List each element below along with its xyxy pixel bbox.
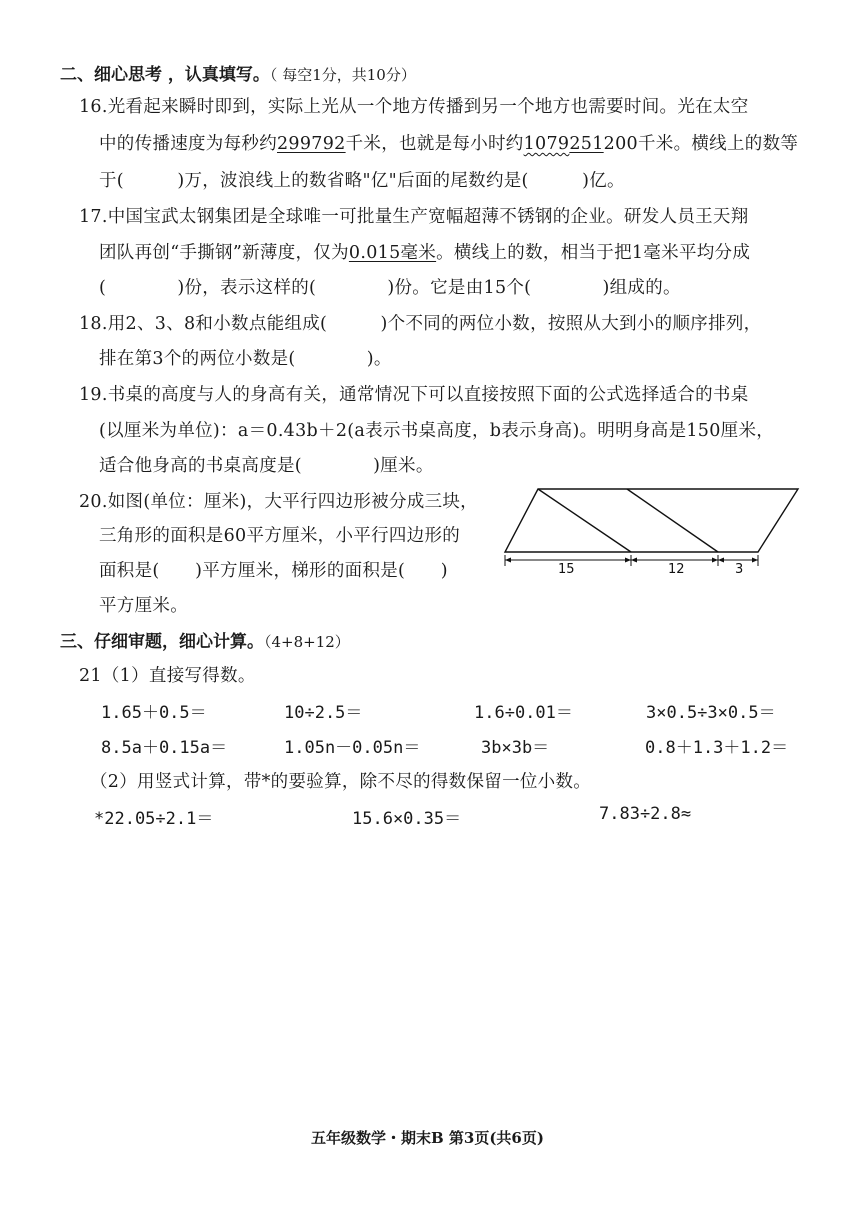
q19-line-3: 适合他身高的书桌高度是( )厘米。 — [99, 456, 434, 476]
q17-line-3: ( )份，表示这样的( )份。它是由15个( )组成的。 — [99, 278, 681, 298]
divider-line-2 — [627, 489, 718, 552]
arrow-head — [718, 558, 724, 563]
q20-parallelogram-figure — [500, 484, 805, 576]
calc-item: 15.6×0.35＝ — [352, 809, 462, 829]
q20-line-3: 面积是( )平方厘米，梯形的面积是( ) — [99, 561, 448, 581]
q16-wavy-number: 1079 — [523, 134, 570, 154]
large-parallelogram-outline — [505, 489, 798, 552]
q17-text-a: 团队再创“手撕钢”新薄度，仅为 — [99, 243, 349, 263]
q16-underlined-number: 299792 — [277, 134, 346, 154]
arrow-head — [752, 558, 758, 563]
calc-item: 0.8＋1.3＋1.2＝ — [645, 738, 789, 758]
dimension-label-15: 15 — [558, 562, 575, 576]
calc-item: 8.5a＋0.15a＝ — [101, 738, 228, 758]
arrow-head — [631, 558, 637, 563]
q17-line-1: 17.中国宝武太钢集团是全球唯一可批量生产宽幅超薄不锈钢的企业。研发人员王天翔 — [79, 207, 749, 227]
q21-part-2-title: （2）用竖式计算，带*的要验算，除不尽的得数保留一位小数。 — [90, 772, 592, 792]
q16-text-f: 200千米。横线上的数等 — [603, 134, 799, 154]
section-3-title: 三、仔细审题，细心计算。 — [60, 632, 264, 652]
q16-line-3: 于( )万，波浪线上的数省略"亿"后面的尾数约是( )亿。 — [99, 171, 625, 191]
q20-line-2: 三角形的面积是60平方厘米，小平行四边形的 — [99, 526, 461, 546]
q18-line-2: 排在第3个的两位小数是( )。 — [99, 349, 392, 369]
q20-line-1: 20.如图(单位：厘米)，大平行四边形被分成三块， — [79, 492, 478, 512]
calc-item: 1.65＋0.5＝ — [101, 703, 207, 723]
calc-item: 1.05n－0.05n＝ — [284, 738, 421, 758]
page-footer: 五年级数学・期末B 第3页(共6页) — [311, 1129, 544, 1147]
arrow-head — [505, 558, 511, 563]
q17-line-2 — [99, 239, 750, 264]
dimension-label-12: 12 — [668, 562, 685, 576]
section-2-title: 二、细心思考 ，认真填写。 — [60, 65, 270, 85]
q16-text-c: 千米，也就是每小时约 — [345, 134, 524, 154]
section-3-heading — [60, 627, 350, 652]
q19-line-2: (以厘米为单位)：a＝0.43b＋2(a表示书桌高度，b表示身高)。明明身高是150厘米， — [99, 421, 775, 441]
q16-underlined-part: 251 — [569, 134, 604, 154]
calc-item: 10÷2.5＝ — [284, 703, 363, 723]
divider-line-1 — [538, 489, 631, 552]
arrow-head — [712, 558, 718, 563]
q21-part-1-title: 21（1）直接写得数。 — [79, 666, 256, 686]
calc-item: 3b×3b＝ — [481, 738, 550, 758]
calc-item: 1.6÷0.01＝ — [474, 703, 573, 723]
calc-item: 3×0.5÷3×0.5＝ — [646, 703, 776, 723]
section-2-score-note: （ 每空1分，共10分） — [269, 66, 416, 84]
q17-underlined-value: 0.015毫米 — [348, 243, 437, 263]
q20-line-4: 平方厘米。 — [99, 596, 188, 616]
calc-item: *22.05÷2.1＝ — [94, 809, 214, 829]
q16-text-a: 中的传播速度为每秒约 — [99, 134, 277, 154]
q16-line-1: 16.光看起来瞬时即到，实际上光从一个地方传播到另一个地方也需要时间。光在太空 — [79, 97, 749, 117]
section-2-heading — [60, 60, 416, 85]
section-3-score-note: （4+8+12） — [264, 633, 350, 651]
calc-item: 7.83÷2.8≈ — [599, 804, 692, 824]
q19-line-1: 19.书桌的高度与人的身高有关，通常情况下可以直接按照下面的公式选择适合的书桌 — [79, 385, 749, 405]
dimension-label-3: 3 — [735, 562, 744, 576]
arrow-head — [625, 558, 631, 563]
q17-text-c: 。横线上的数，相当于把1毫米平均分成 — [436, 243, 751, 263]
q16-line-2 — [99, 130, 798, 155]
q18-line-1: 18.用2、3、8和小数点能组成( )个不同的两位小数，按照从大到小的顺序排列， — [79, 314, 762, 334]
